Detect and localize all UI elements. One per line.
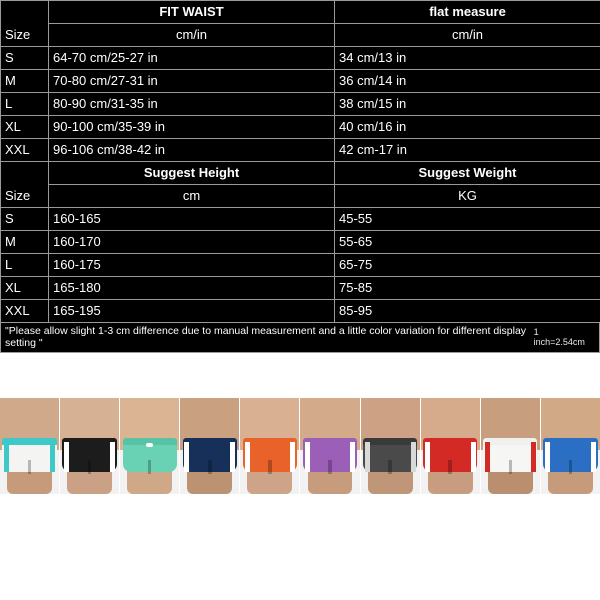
leg-gap [509, 460, 513, 474]
product-thumbnail-white-short-red-trim[interactable] [481, 398, 540, 494]
note-text: "Please allow slight 1-3 cm difference due to manual measurement and a little color variation for different display setting " [5, 325, 527, 349]
cell-weight: 85-95 [335, 300, 600, 323]
cell-size: L [1, 93, 49, 116]
drawstring [146, 443, 153, 447]
side-stripe-right [411, 442, 416, 472]
leg-gap [388, 460, 392, 474]
table-row [1, 139, 600, 162]
waistband [62, 438, 116, 445]
cell-flat-measure: 36 cm/14 in [335, 70, 600, 93]
cell-flat-measure: 34 cm/13 in [335, 47, 600, 70]
side-stripe-right [110, 442, 115, 472]
product-thumbnail-purple-short-white-trim[interactable] [300, 398, 359, 494]
waistband [183, 438, 237, 445]
footer-whitespace [0, 494, 600, 600]
side-stripe-left [245, 442, 250, 472]
header-suggest-height: Suggest Height [49, 162, 335, 185]
side-stripe-right [290, 442, 295, 472]
table-row [1, 208, 600, 231]
table-row [1, 277, 600, 300]
table-row-subheader-1 [1, 24, 600, 47]
cell-weight: 45-55 [335, 208, 600, 231]
side-stripe-left [64, 442, 69, 472]
cell-size: L [1, 254, 49, 277]
side-stripe-right [230, 442, 235, 472]
cell-height: 160-175 [49, 254, 335, 277]
product-thumbnail-white-short-turquoise-trim[interactable] [0, 398, 59, 494]
cell-size: XL [1, 116, 49, 139]
cell-weight: 65-75 [335, 254, 600, 277]
cell-fit-waist: 80-90 cm/31-35 in [49, 93, 335, 116]
table-row [1, 70, 600, 93]
cell-fit-waist: 96-106 cm/38-42 in [49, 139, 335, 162]
cell-height: 165-195 [49, 300, 335, 323]
header-flat-measure: flat measure [335, 1, 600, 24]
cell-height: 160-170 [49, 231, 335, 254]
subheader-weight-unit: KG [335, 185, 600, 208]
product-thumbnail-orange-short-white-trim[interactable] [240, 398, 299, 494]
side-stripe-right [591, 442, 596, 472]
cell-size: M [1, 231, 49, 254]
side-stripe-right [471, 442, 476, 472]
waistband [2, 438, 56, 445]
leg-gap [569, 460, 573, 474]
leg-gap [208, 460, 212, 474]
cell-fit-waist: 90-100 cm/35-39 in [49, 116, 335, 139]
side-stripe-right [350, 442, 355, 472]
cell-height: 165-180 [49, 277, 335, 300]
cell-flat-measure: 42 cm-17 in [335, 139, 600, 162]
cell-flat-measure: 40 cm/16 in [335, 116, 600, 139]
cell-flat-measure: 38 cm/15 in [335, 93, 600, 116]
waistband [423, 438, 477, 445]
subheader-height-unit: cm [49, 185, 335, 208]
table-row-subheader-2 [1, 185, 600, 208]
waistband [363, 438, 417, 445]
cell-size: XXL [1, 300, 49, 323]
leg-gap [448, 460, 452, 474]
leg-gap [268, 460, 272, 474]
side-stripe-left [425, 442, 430, 472]
cell-size: XXL [1, 139, 49, 162]
cell-height: 160-165 [49, 208, 335, 231]
table-row-header-1 [1, 1, 600, 24]
product-thumbnail-mint-green-short[interactable] [120, 398, 179, 494]
waistband [243, 438, 297, 445]
leg-gap [88, 460, 92, 474]
leg-gap [148, 460, 152, 474]
cell-fit-waist: 70-80 cm/27-31 in [49, 70, 335, 93]
header-suggest-weight: Suggest Weight [335, 162, 600, 185]
side-stripe-left [545, 442, 550, 472]
header-size-2: Size [1, 162, 49, 208]
waistband [543, 438, 597, 445]
leg-gap [28, 460, 32, 474]
table-row [1, 231, 600, 254]
cell-size: S [1, 47, 49, 70]
table-row [1, 93, 600, 116]
side-stripe-left [4, 442, 9, 472]
side-stripe-left [305, 442, 310, 472]
leg-gap [328, 460, 332, 474]
subheader-flat-measure-unit: cm/in [335, 24, 600, 47]
table-row [1, 254, 600, 277]
side-stripe-left [365, 442, 370, 472]
table-row [1, 116, 600, 139]
subheader-fit-waist-unit: cm/in [49, 24, 335, 47]
table-row [1, 300, 600, 323]
product-thumbnail-blue-short-white-trim[interactable] [541, 398, 600, 494]
table-row [1, 47, 600, 70]
header-fit-waist: FIT WAIST [49, 1, 335, 24]
cell-weight: 55-65 [335, 231, 600, 254]
cell-size: S [1, 208, 49, 231]
side-stripe-left [184, 442, 189, 472]
cell-fit-waist: 64-70 cm/25-27 in [49, 47, 335, 70]
product-thumbnail-navy-short-white-trim[interactable] [180, 398, 239, 494]
header-size-1: Size [1, 1, 49, 47]
side-stripe-right [531, 442, 536, 472]
measurement-note [0, 323, 600, 353]
waistband [303, 438, 357, 445]
cell-size: XL [1, 277, 49, 300]
table-row-header-2 [1, 162, 600, 185]
product-thumbnail-grey-short-dark-trim[interactable] [361, 398, 420, 494]
product-thumbnail-strip [0, 398, 600, 494]
product-thumbnail-red-short-white-trim[interactable] [421, 398, 480, 494]
cell-weight: 75-85 [335, 277, 600, 300]
cell-size: M [1, 70, 49, 93]
waistband [483, 438, 537, 445]
product-thumbnail-black-short-white-trim[interactable] [60, 398, 119, 494]
side-stripe-right [50, 442, 55, 472]
side-stripe-left [485, 442, 490, 472]
note-conversion: 1 inch=2.54cm [533, 327, 585, 347]
